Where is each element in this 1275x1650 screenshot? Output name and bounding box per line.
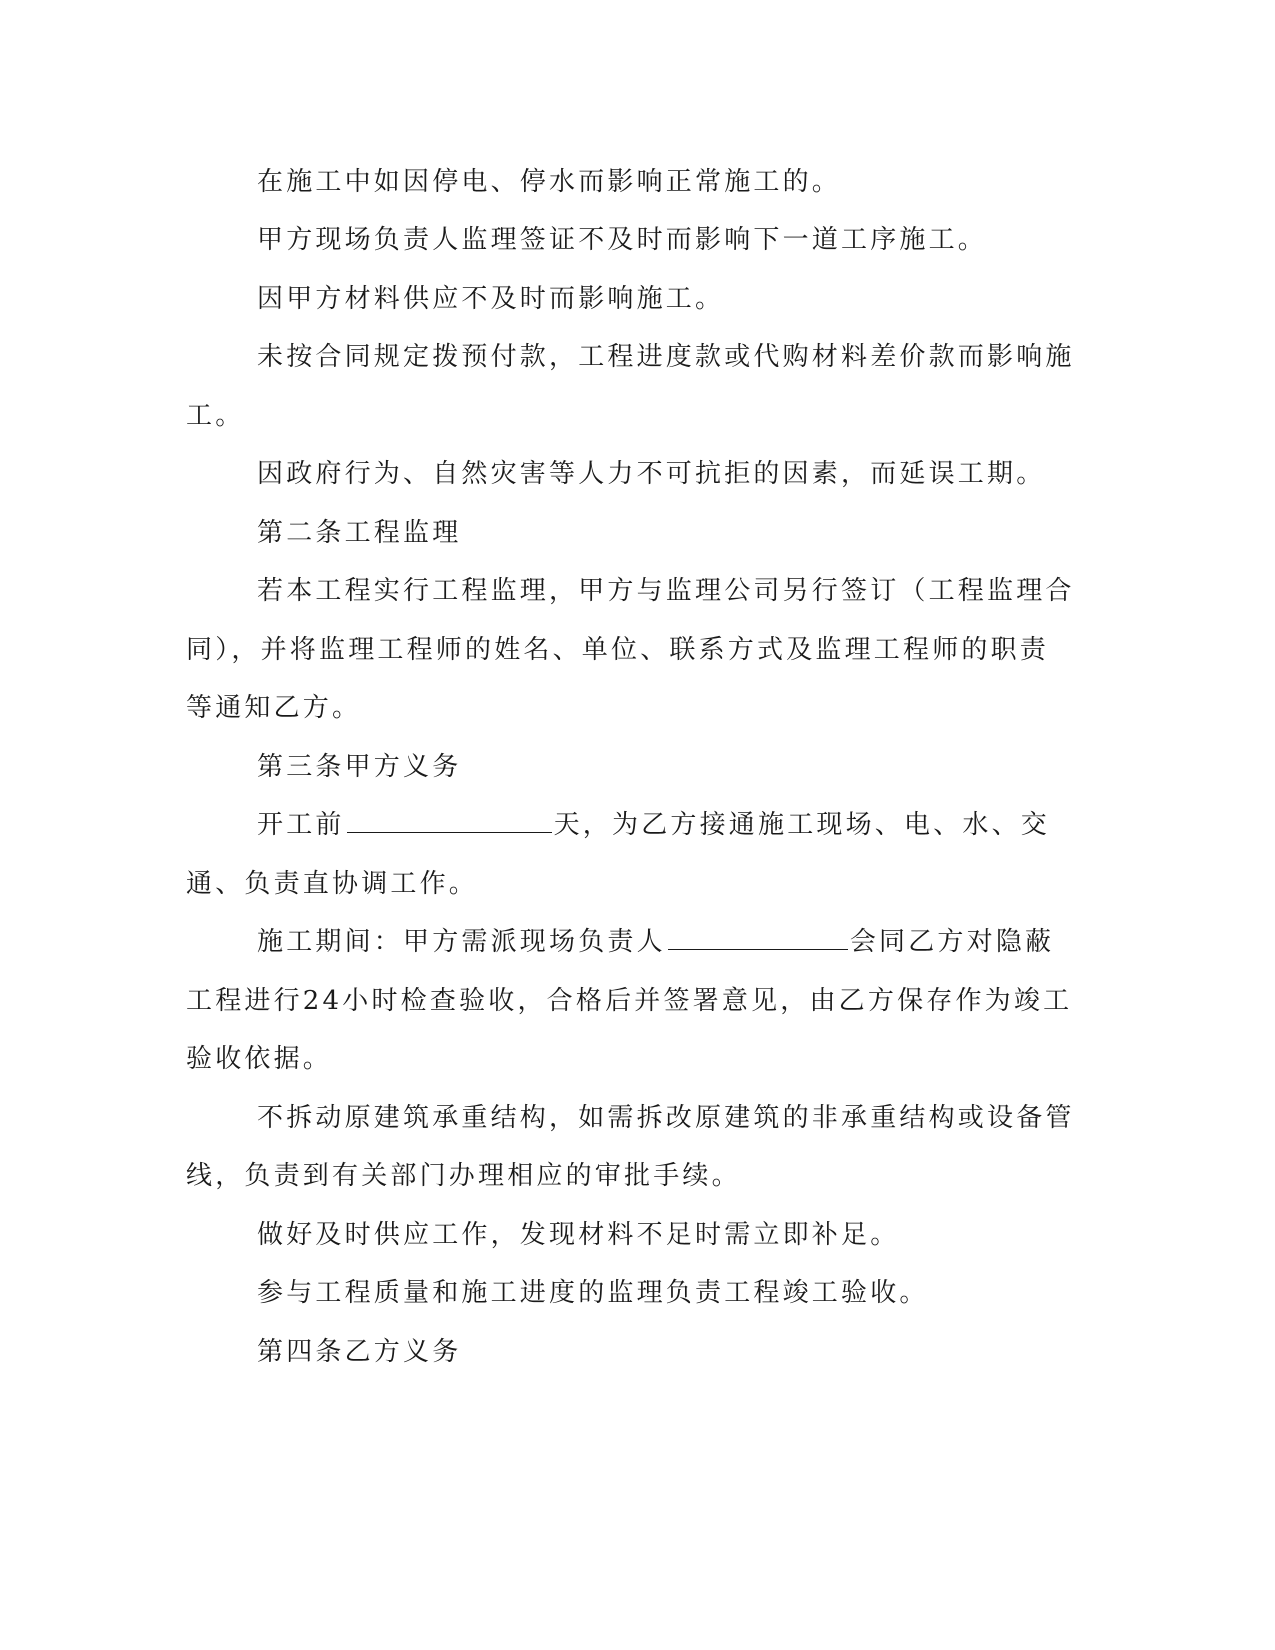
text-segment: 施工期间：甲方需派现场负责人 <box>257 927 666 957</box>
fill-in-blank <box>347 808 552 833</box>
fill-in-blank <box>668 925 848 950</box>
paragraph-line: 未按合同规定拨预付款，工程进度款或代购材料差价款而影响施 <box>257 342 1075 372</box>
text-segment: 天，为乙方接通施工现场、电、水、交 <box>553 810 1051 840</box>
section-heading: 第二条工程监理 <box>257 518 462 548</box>
paragraph-line: 参与工程质量和施工进度的监理负责工程竣工验收。 <box>257 1278 929 1308</box>
paragraph-line: 同），并将监理工程师的姓名、单位、联系方式及监理工程师的职责 <box>186 635 1050 665</box>
paragraph-line: 线，负责到有关部门办理相应的审批手续。 <box>186 1161 741 1191</box>
paragraph-line: 在施工中如因停电、停水而影响正常施工的。 <box>257 167 842 197</box>
paragraph-line: 若本工程实行工程监理，甲方与监理公司另行签订（工程监理合 <box>257 576 1075 606</box>
paragraph-line: 通、负责直协调工作。 <box>186 869 479 899</box>
paragraph-line: 验收依据。 <box>186 1044 333 1074</box>
text-segment: 开工前 <box>257 810 345 840</box>
section-heading: 第四条乙方义务 <box>257 1337 462 1367</box>
section-heading: 第三条甲方义务 <box>257 752 462 782</box>
text-segment: 会同乙方对隐蔽 <box>849 927 1055 957</box>
paragraph-line <box>257 925 1054 959</box>
paragraph-line: 工。 <box>186 401 245 431</box>
paragraph-line: 工程进行24小时检查验收，合格后并签署意见，由乙方保存作为竣工 <box>186 986 1073 1016</box>
paragraph-line: 甲方现场负责人监理签证不及时而影响下一道工序施工。 <box>257 225 988 255</box>
paragraph-line: 因政府行为、自然灾害等人力不可抗拒的因素，而延误工期。 <box>257 459 1046 489</box>
paragraph-line <box>257 808 1050 842</box>
paragraph-line: 做好及时供应工作，发现材料不足时需立即补足。 <box>257 1220 900 1250</box>
paragraph-line: 因甲方材料供应不及时而影响施工。 <box>257 284 725 314</box>
paragraph-line: 等通知乙方。 <box>186 693 362 723</box>
paragraph-line: 不拆动原建筑承重结构，如需拆改原建筑的非承重结构或设备管 <box>257 1103 1075 1133</box>
